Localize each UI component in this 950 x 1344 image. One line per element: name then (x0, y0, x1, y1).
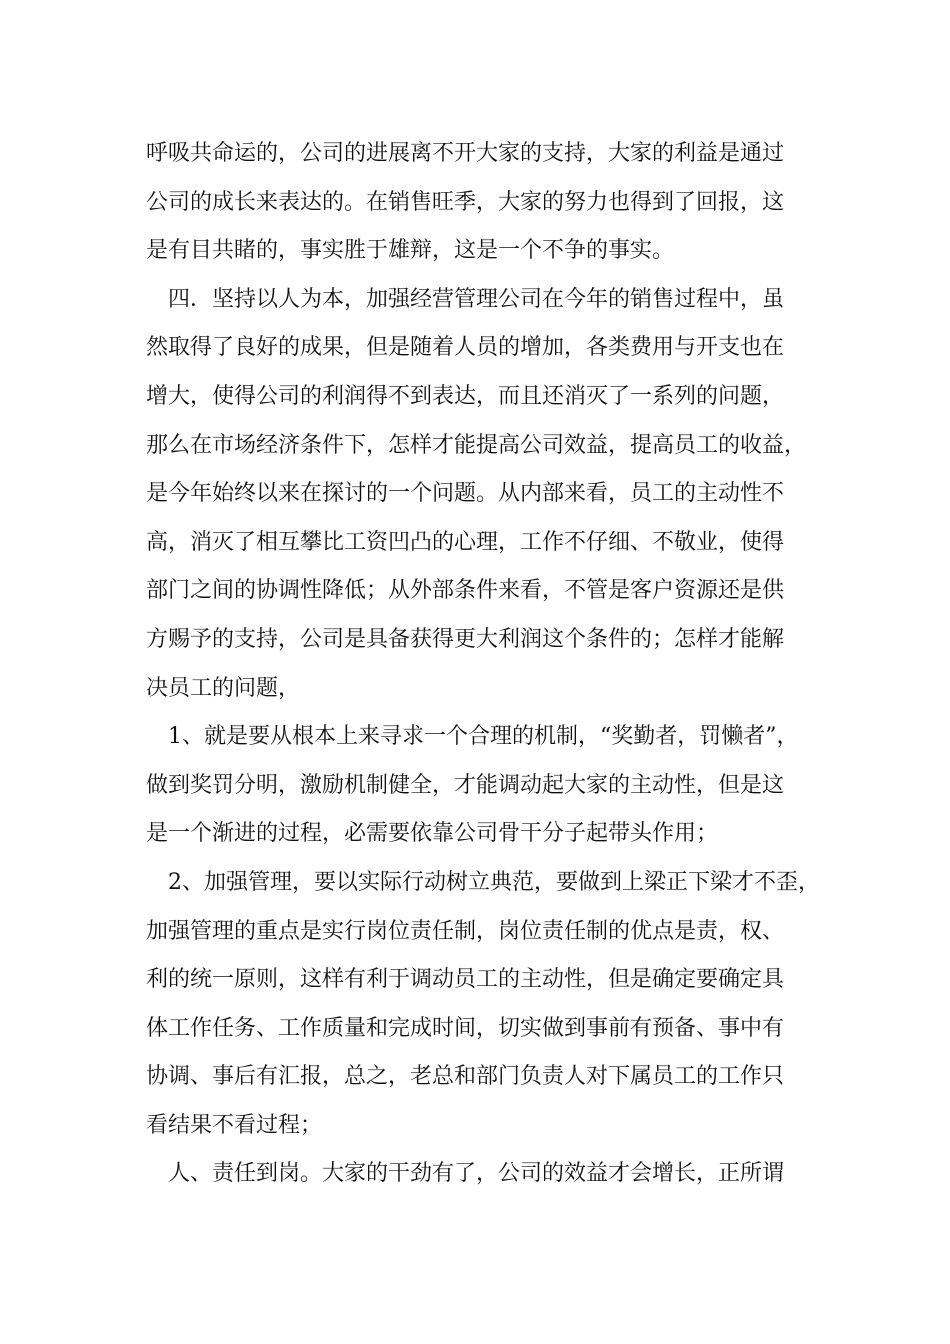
text-line: 四．坚持以人为本，加强经营管理公司在今年的销售过程中，虽 (146, 286, 785, 312)
text-line: 加强管理的重点是实行岗位责任制，岗位责任制的优点是责，权、 (146, 918, 785, 944)
text-line: 部门之间的协调性降低；从外部条件来看，不管是客户资源还是供 (146, 578, 785, 604)
text-line: 1、就是要从根本上来寻求一个合理的机制，“奖勤者，罚懒者”， (146, 724, 799, 750)
text-line: 是有目共睹的，事实胜于雄辩，这是一个不争的事实。 (146, 238, 675, 264)
text-line: 然取得了良好的成果，但是随着人员的增加，各类费用与开支也在 (146, 335, 785, 361)
text-line: 体工作任务、工作质量和完成时间，切实做到事前有预备、事中有 (146, 1015, 785, 1041)
text-line: 是一个渐进的过程，必需要依靠公司骨干分子起带头作用； (146, 821, 719, 847)
text-line: 增大，使得公司的利润得不到表达，而且还消灭了一系列的问题， (146, 383, 785, 409)
body-text (146, 130, 828, 1199)
text-line: 协调、事后有汇报，总之，老总和部门负责人对下属员工的工作只 (146, 1064, 785, 1090)
text-line: 看结果不看过程； (146, 1112, 323, 1138)
text-line: 是今年始终以来在探讨的一个问题。从内部来看，员工的主动性不 (146, 481, 785, 507)
text-line: 做到奖罚分明，激励机制健全，才能调动起大家的主动性，但是这 (146, 772, 785, 798)
text-line: 高，消灭了相互攀比工资凹凸的心理，工作不仔细、不敬业，使得 (146, 529, 785, 555)
text-line: 公司的成长来表达的。在销售旺季，大家的努力也得到了回报，这 (146, 189, 785, 215)
text-line: 方赐予的支持，公司是具备获得更大利润这个条件的；怎样才能解 (146, 626, 785, 652)
text-line: 2、加强管理，要以实际行动树立典范，要做到上梁正下梁才不歪， (146, 869, 820, 895)
text-line: 利的统一原则，这样有利于调动员工的主动性，但是确定要确定具 (146, 967, 785, 993)
text-line: 人、责任到岗。大家的干劲有了，公司的效益才会增长，正所谓 (146, 1161, 785, 1187)
text-line: 决员工的问题， (146, 675, 301, 701)
text-line: 那么在市场经济条件下，怎样才能提高公司效益，提高员工的收益， (146, 432, 807, 458)
text-line: 呼吸共命运的，公司的进展离不开大家的支持，大家的利益是通过 (146, 141, 785, 166)
